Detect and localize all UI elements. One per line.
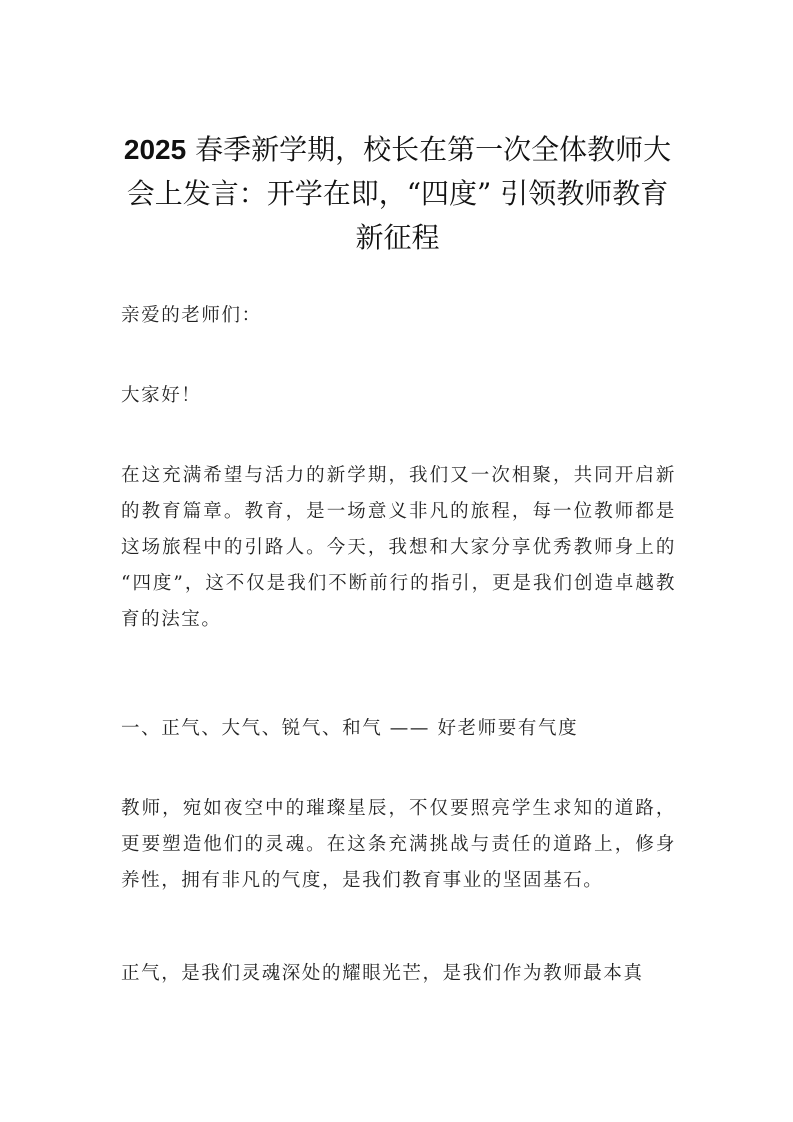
title-text: 春季新学期，校长在第一次全体教师大会上发言：开学在即，“四度” 引领教师教育新征程 xyxy=(126,133,672,254)
document-title xyxy=(115,128,680,260)
paragraph-zhengqi: 正气，是我们灵魂深处的耀眼光芒，是我们作为教师最本真 xyxy=(121,963,644,984)
greeting: 大家好！ xyxy=(121,385,202,406)
paragraph-teacher: 教师，宛如夜空中的璀璨星辰，不仅要照亮学生求知的道路，更要塑造他们的灵魂。在这条充满挑战与责任的道路上，修身养性，拥有非凡的气度，是我们教育事业的坚固基石。 xyxy=(121,798,676,891)
paragraph-intro: 在这充满希望与活力的新学期，我们又一次相聚，共同开启新的教育篇章。教育，是一场意义非凡的旅程，每一位教师都是这场旅程中的引路人。今天，我想和大家分享优秀教师身上的 “四度”，这不仅是我们不断前行的指引，更是我们创造卓越教育的法宝。 xyxy=(121,465,676,630)
salutation: 亲爱的老师们： xyxy=(121,305,262,326)
section-heading-1: 一、正气、大气、锐气、和气 —— 好老师要有气度 xyxy=(121,718,579,739)
title-year: 2025 xyxy=(123,134,187,165)
